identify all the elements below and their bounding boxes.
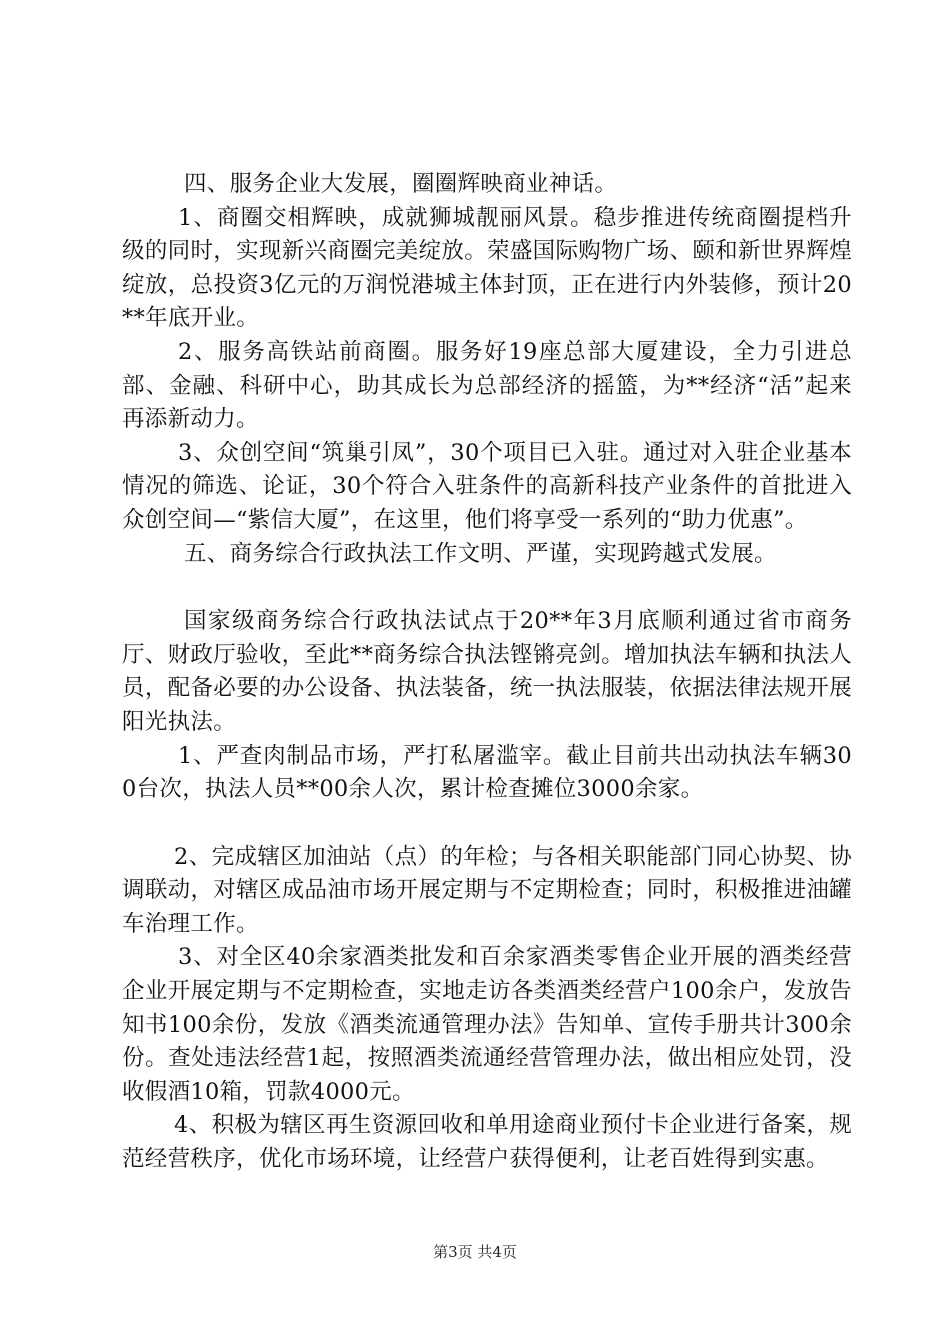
section-heading-4: 四、服务企业大发展，圈圈辉映商业神话。 (184, 171, 618, 197)
paragraph-intro: 国家级商务综合行政执法试点于20**年3月底顺利通过省市商务厅、财政厅验收，至此**商务综合执法铿锵亮剑。增加执法车辆和执法人员，配备必要的办公设备、执法装备，统一执法服装，依据法律法规开展阳光执法。 (122, 608, 852, 735)
paragraph-spacer (122, 807, 852, 841)
paragraph-item-1: 1、商圈交相辉映，成就狮城靓丽风景。稳步推进传统商圈提档升级的同时，实现新兴商圈完美绽放。荣盛国际购物广场、颐和新世界辉煌绽放，总投资3亿元的万润悦港城主体封顶，正在进行内外装修，预计20**年底开业。 (122, 204, 852, 332)
paragraph-item-2: 2、服务高铁站前商圈。服务好19座总部大厦建设，全力引进总部、金融、科研中心，助其成长为总部经济的摇篮，为**经济“活”起来再添新动力。 (122, 338, 852, 433)
paragraph-item-3: 3、众创空间“筑巢引凤”，30个项目已入驻。通过对入驻企业基本情况的筛选、论证，30个符合入驻条件的高新科技产业条件的首批进入众创空间—“紫信大厦”，在这里，他们将享受一系列的“助力优惠”。 (122, 439, 852, 533)
paragraph-item-recycling: 4、积极为辖区再生资源回收和单用途商业预付卡企业进行备案，规范经营秩序，优化市场环境，让经营户获得便利，让老百姓得到实惠。 (122, 1112, 852, 1173)
section-heading-5: 五、商务综合行政执法工作文明、严谨，实现跨越式发展。 (184, 540, 777, 567)
paragraph-item-liquor: 3、对全区40余家酒类批发和百余家酒类零售企业开展的酒类经营企业开展定期与不定期检查，实地走访各类酒类经营户100余户，发放告知书100余份，发放《酒类流通管理办法》告知单、宣传手册共计300余份。查处违法经营1起，按照酒类流通经营管理办法，做出相应处罚，没收假酒10箱，罚款4000元。 (122, 944, 852, 1105)
paragraph-spacer (122, 571, 852, 605)
document-body (122, 168, 852, 1177)
page-number: 第3页 共4页 (433, 1243, 517, 1261)
paragraph-item-fuel: 2、完成辖区加油站（点）的年检；与各相关职能部门同心协契、协调联动，对辖区成品油市场开展定期与不定期检查；同时，积极推进油罐车治理工作。 (122, 843, 852, 937)
paragraph-item-meat: 1、严查肉制品市场，严打私屠滥宰。截止目前共出动执法车辆300台次，执法人员**00余人次，累计检查摊位3000余家。 (122, 742, 852, 803)
